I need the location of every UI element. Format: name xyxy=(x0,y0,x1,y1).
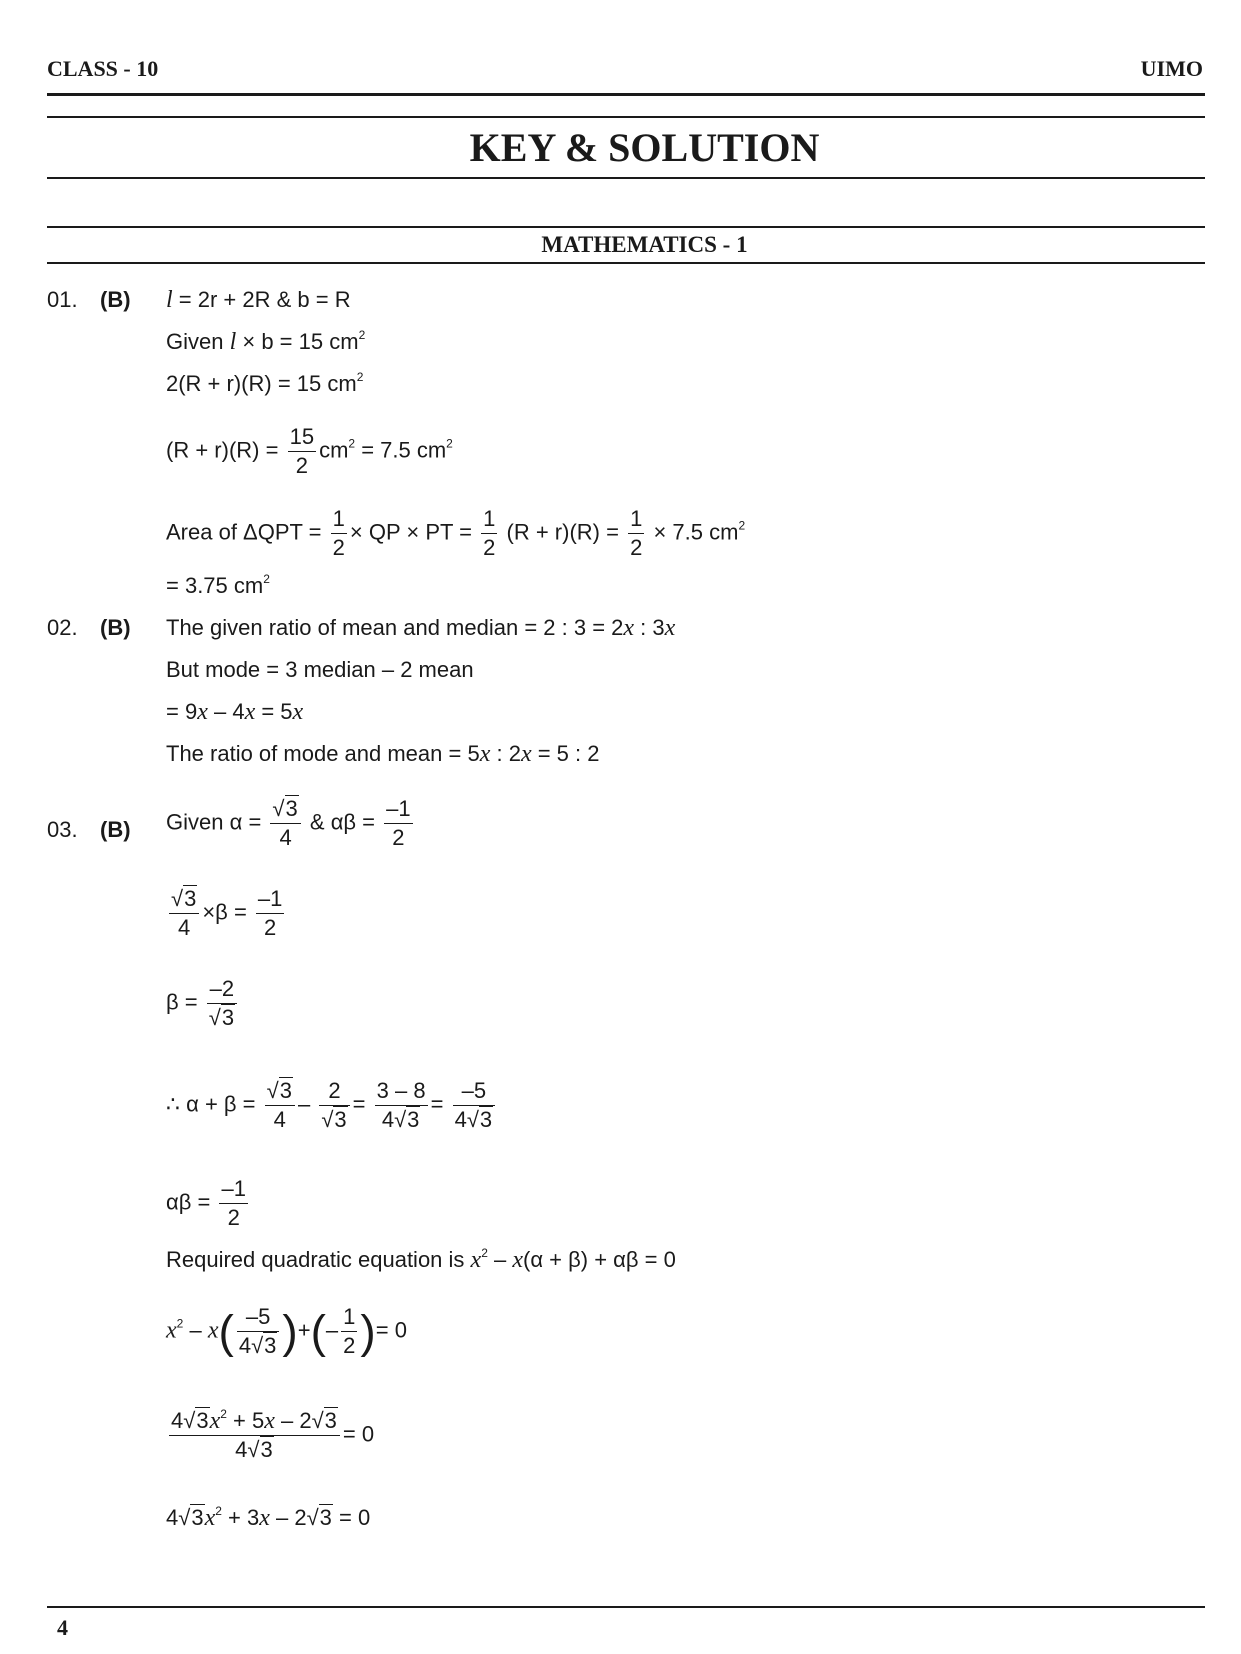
section-rule-top xyxy=(47,226,1205,228)
page-title: KEY & SOLUTION xyxy=(469,125,820,170)
fraction: $\frac{4√3x^2 + 5x - 2√3}{4√3}$ xyxy=(169,1408,340,1463)
title-rule-bottom xyxy=(47,177,1205,179)
brand-label: UIMO xyxy=(1140,56,1203,81)
q2-line-1: The given ratio of mean and median = 2 : 3 = 2x : 3x xyxy=(166,615,676,641)
q3-line-5: αβ = $\frac{-1}{2}$ xyxy=(166,1176,246,1230)
q3-line-1: Given α = $\frac{√3}{4}$ & αβ = $\frac{-1}{2}$ xyxy=(166,796,411,850)
answer-key: (B) xyxy=(100,615,131,640)
fraction: $\frac{-1}{2}$ xyxy=(386,796,411,850)
fraction: $\frac{-5}{4√3}$ xyxy=(237,1304,280,1359)
header-rule xyxy=(47,93,1205,96)
q3-line-3: β = $\frac{-2}{√3}$ xyxy=(166,976,240,1031)
fraction: $\frac{3 - 8}{4√3}$ xyxy=(376,1078,426,1132)
fraction: $\frac{2}{√3}$ xyxy=(319,1078,349,1133)
footer-rule xyxy=(47,1606,1205,1608)
page-number: 4 xyxy=(57,1615,68,1640)
q3-line-6: Required quadratic equation is $x^2 - x(\alpha + \beta) + \alpha\beta = 0$ xyxy=(166,1246,676,1273)
title-rule-top xyxy=(47,116,1205,118)
q3-line-8: $\frac{4√3x^2 + 5x - 2√3}{4√3}$ = 0 xyxy=(171,1407,375,1462)
fraction: $\frac{-2}{√3}$ xyxy=(207,976,237,1031)
fraction: $\frac{15}{2}$ xyxy=(289,424,315,478)
question-number: 01. xyxy=(47,287,78,312)
q2-line-4: The ratio of mode and mean = 5x : 2x = 5 : 2 xyxy=(166,741,600,767)
q2-line-3: = 9x – 4x = 5x xyxy=(166,699,304,725)
section-rule-bottom xyxy=(47,262,1205,264)
fraction: $\frac{1}{2}$ xyxy=(332,506,345,560)
q1-line-4: (R + r)(R) = $\frac{15}{2}$ $cm^2 = 7.5$ $cm^2$ xyxy=(166,424,453,478)
fraction: $\frac{-5}{4√3}$ xyxy=(453,1078,496,1133)
answer-key: (B) xyxy=(100,287,131,312)
fraction: $\frac{1}{2}$ xyxy=(483,506,496,560)
q1-line-2: Given l × b = 15 $cm^2$ xyxy=(166,328,366,355)
fraction: $\frac{1}{2}$ xyxy=(630,506,643,560)
q1-line-6: = 3.75 $cm^2$ xyxy=(166,572,270,598)
fraction: $\frac{-1}{2}$ xyxy=(221,1176,246,1230)
q3-line-9: $4√3x^2 + 3x - 2√3 = 0$ xyxy=(166,1504,371,1531)
class-label: CLASS - 10 xyxy=(47,56,159,81)
fraction: $\frac{√3}{4}$ xyxy=(270,796,300,851)
answer-key: (B) xyxy=(100,817,131,842)
q2-line-2: But mode = 3 median – 2 mean xyxy=(166,657,474,682)
fraction: $\frac{1}{2}$ xyxy=(343,1304,356,1358)
question-number: 02. xyxy=(47,615,78,640)
q1-line-3: 2(R + r)(R) = 15 $cm^2$ xyxy=(166,370,364,396)
q3-line-7: $x^2 - x$( $\frac{-5}{4√3}$ )+(– $\frac{1}{2}$ )= 0 xyxy=(166,1304,407,1358)
fraction: $\frac{√3}{4}$ xyxy=(265,1078,295,1133)
fraction: $\frac{√3}{4}$ xyxy=(169,886,199,941)
q3-line-2: $\frac{√3}{4}$ ×β = $\frac{-1}{2}$ xyxy=(171,886,283,940)
question-number: 03. xyxy=(47,817,78,842)
q3-line-4: ∴ α + β = $\frac{√3}{4}$ – $\frac{2}{√3}$ = $\frac{3 - 8}{4√3}$ = $\frac{-5}{4√3}$ xyxy=(166,1078,498,1133)
q1-line-1: l = 2r + 2R & b = R xyxy=(166,287,351,313)
fraction: $\frac{-1}{2}$ xyxy=(257,886,283,940)
section-title: MATHEMATICS - 1 xyxy=(541,232,748,257)
q1-line-5: Area of ΔQPT = $\frac{1}{2}$ × QP × PT = $\frac{1}{2}$ (R + r)(R) = $\frac{1}{2}$ × 7.5 $cm^2$ xyxy=(166,506,746,560)
